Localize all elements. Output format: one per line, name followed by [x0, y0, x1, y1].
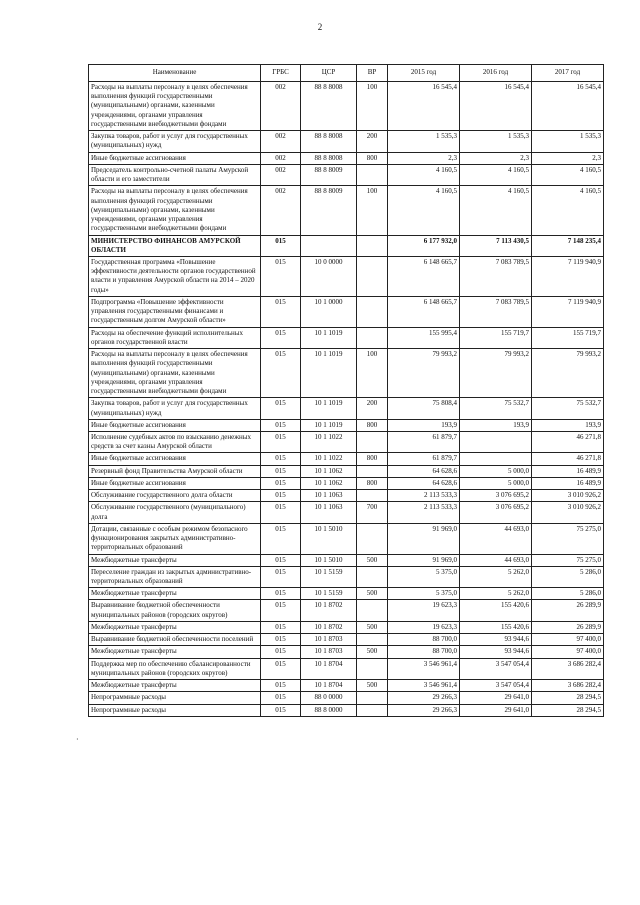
cell-grbs: 015	[261, 465, 301, 477]
cell-name: Иные бюджетные ассигнования	[89, 453, 261, 465]
cell-vr	[357, 164, 388, 185]
cell-grbs: 015	[261, 588, 301, 600]
cell-vr	[357, 692, 388, 704]
table-row	[89, 692, 604, 704]
cell-2016: 5 262,0	[460, 566, 532, 587]
cell-grbs: 015	[261, 554, 301, 566]
cell-grbs: 015	[261, 634, 301, 646]
cell-grbs: 015	[261, 646, 301, 658]
cell-name: Выравнивание бюджетной обеспеченности муниципальных районов (городских округов)	[89, 600, 261, 621]
cell-csr: 10 1 1019	[301, 398, 357, 419]
cell-name: Межбюджетные трансферты	[89, 646, 261, 658]
cell-2016: 5 262,0	[460, 588, 532, 600]
cell-2015: 2 113 533,3	[388, 502, 460, 523]
cell-2017: 97 400,0	[532, 646, 604, 658]
cell-name: Межбюджетные трансферты	[89, 621, 261, 633]
cell-grbs: 015	[261, 477, 301, 489]
cell-csr: 10 1 1022	[301, 431, 357, 452]
cell-name: Выравнивание бюджетной обеспеченности поселений	[89, 634, 261, 646]
cell-2016: 3 076 695,2	[460, 490, 532, 502]
table-row	[89, 588, 604, 600]
cell-name: Исполнение судебных актов по взысканию денежных средств за счет казны Амурской области	[89, 431, 261, 452]
cell-grbs: 002	[261, 164, 301, 185]
cell-csr: 10 1 5010	[301, 523, 357, 554]
cell-2017: 75 275,0	[532, 523, 604, 554]
cell-vr: 100	[357, 82, 388, 131]
cell-2015: 29 266,3	[388, 704, 460, 716]
cell-2016: 155 420,6	[460, 621, 532, 633]
cell-2015: 75 808,4	[388, 398, 460, 419]
cell-vr	[357, 256, 388, 296]
header-name: Наименование	[89, 65, 261, 82]
cell-2016	[460, 431, 532, 452]
cell-2015: 6 148 665,7	[388, 256, 460, 296]
cell-csr: 10 1 8704	[301, 680, 357, 692]
table-row	[89, 621, 604, 633]
margin-mark: ·	[76, 735, 79, 744]
cell-csr: 10 1 5159	[301, 566, 357, 587]
table-row	[89, 704, 604, 716]
cell-csr: 10 0 0000	[301, 256, 357, 296]
cell-vr: 800	[357, 453, 388, 465]
cell-grbs: 015	[261, 502, 301, 523]
cell-2015: 19 623,3	[388, 621, 460, 633]
cell-2016: 3 076 695,2	[460, 502, 532, 523]
table-body	[89, 82, 604, 717]
cell-2016: 7 083 789,5	[460, 296, 532, 327]
cell-name: Иные бюджетные ассигнования	[89, 419, 261, 431]
cell-2017: 4 160,5	[532, 186, 604, 235]
cell-vr	[357, 327, 388, 348]
cell-csr: 10 1 1019	[301, 327, 357, 348]
cell-2017: 75 532,7	[532, 398, 604, 419]
cell-name: Расходы на выплаты персоналу в целях обеспечения выполнения функций государственными (муниципальными) органами, казенными учреждениями, органами управления государственными внебюджетными фондами	[89, 186, 261, 235]
cell-2016: 5 000,0	[460, 465, 532, 477]
cell-2016: 93 944,6	[460, 634, 532, 646]
cell-2016: 7 113 430,5	[460, 235, 532, 256]
header-2016: 2016 год	[460, 65, 532, 82]
cell-2017: 7 119 940,9	[532, 256, 604, 296]
cell-2017: 5 286,0	[532, 566, 604, 587]
cell-2015: 61 879,7	[388, 453, 460, 465]
cell-vr: 500	[357, 588, 388, 600]
cell-csr: 10 1 0000	[301, 296, 357, 327]
cell-vr: 100	[357, 186, 388, 235]
table-row	[89, 634, 604, 646]
cell-2017: 7 119 940,9	[532, 296, 604, 327]
cell-name: Переселение граждан из закрытых административно-территориальных образований	[89, 566, 261, 587]
cell-2016: 7 083 789,5	[460, 256, 532, 296]
cell-2017: 193,9	[532, 419, 604, 431]
cell-csr: 10 1 8703	[301, 646, 357, 658]
cell-csr: 88 8 8008	[301, 152, 357, 164]
cell-csr: 10 1 8703	[301, 634, 357, 646]
cell-2016: 2,3	[460, 152, 532, 164]
cell-2015: 79 993,2	[388, 349, 460, 398]
cell-2017: 3 686 282,4	[532, 658, 604, 679]
table-row	[89, 566, 604, 587]
cell-vr	[357, 465, 388, 477]
header-csr: ЦСР	[301, 65, 357, 82]
cell-csr: 88 8 8008	[301, 131, 357, 152]
header-2017: 2017 год	[532, 65, 604, 82]
cell-grbs: 015	[261, 256, 301, 296]
table-row	[89, 477, 604, 489]
cell-grbs: 015	[261, 658, 301, 679]
cell-csr: 10 1 8702	[301, 621, 357, 633]
cell-grbs: 015	[261, 327, 301, 348]
cell-2016: 75 532,7	[460, 398, 532, 419]
cell-grbs: 015	[261, 235, 301, 256]
table-row	[89, 327, 604, 348]
cell-2016: 29 641,0	[460, 704, 532, 716]
cell-vr: 500	[357, 554, 388, 566]
cell-2016: 193,9	[460, 419, 532, 431]
cell-grbs: 015	[261, 566, 301, 587]
cell-2015: 2 113 533,3	[388, 490, 460, 502]
cell-2015: 91 969,0	[388, 554, 460, 566]
table-row	[89, 502, 604, 523]
cell-name: Иные бюджетные ассигнования	[89, 152, 261, 164]
cell-vr: 500	[357, 680, 388, 692]
cell-2016: 4 160,5	[460, 186, 532, 235]
cell-2015: 61 879,7	[388, 431, 460, 452]
table-row	[89, 349, 604, 398]
cell-2015: 1 535,3	[388, 131, 460, 152]
cell-grbs: 015	[261, 600, 301, 621]
table-row	[89, 680, 604, 692]
cell-2017: 2,3	[532, 152, 604, 164]
cell-csr: 88 8 8009	[301, 164, 357, 185]
cell-csr: 10 1 5159	[301, 588, 357, 600]
cell-name: Обслуживание государственного (муниципального) долга	[89, 502, 261, 523]
header-2015: 2015 год	[388, 65, 460, 82]
cell-2017: 3 686 282,4	[532, 680, 604, 692]
cell-name: Обслуживание государственного долга области	[89, 490, 261, 502]
table-row	[89, 152, 604, 164]
cell-vr: 800	[357, 152, 388, 164]
cell-grbs: 015	[261, 692, 301, 704]
cell-csr: 10 1 1019	[301, 419, 357, 431]
cell-csr: 10 1 5010	[301, 554, 357, 566]
cell-2016: 44 693,0	[460, 523, 532, 554]
cell-vr	[357, 566, 388, 587]
cell-csr: 10 1 1062	[301, 477, 357, 489]
table-row	[89, 398, 604, 419]
cell-2015: 64 628,6	[388, 465, 460, 477]
cell-2016: 1 535,3	[460, 131, 532, 152]
budget-table	[88, 64, 604, 717]
cell-name: Межбюджетные трансферты	[89, 588, 261, 600]
cell-2017: 3 010 926,2	[532, 502, 604, 523]
table-row	[89, 82, 604, 131]
cell-grbs: 002	[261, 152, 301, 164]
cell-2016	[460, 453, 532, 465]
cell-name: Расходы на выплаты персоналу в целях обеспечения выполнения функций государственными (муниципальными) органами, казенными учреждениями, органами управления государственными внебюджетными фондами	[89, 349, 261, 398]
cell-vr	[357, 704, 388, 716]
cell-2016: 155 719,7	[460, 327, 532, 348]
header-grbs: ГРБС	[261, 65, 301, 82]
cell-2015: 16 545,4	[388, 82, 460, 131]
cell-2016: 3 547 054,4	[460, 658, 532, 679]
cell-name: Государственная программа «Повышение эффективности деятельности органов государственной власти и управления Амурской области на 2014 – 2020 годы»	[89, 256, 261, 296]
cell-name: Иные бюджетные ассигнования	[89, 477, 261, 489]
cell-name: Председатель контрольно-счетной палаты Амурской области и его заместители	[89, 164, 261, 185]
cell-vr	[357, 658, 388, 679]
table-row	[89, 490, 604, 502]
cell-2015: 29 266,3	[388, 692, 460, 704]
table-row	[89, 419, 604, 431]
cell-grbs: 015	[261, 419, 301, 431]
cell-2017: 16 545,4	[532, 82, 604, 131]
cell-name: Межбюджетные трансферты	[89, 554, 261, 566]
table-row	[89, 658, 604, 679]
cell-name: Закупка товаров, работ и услуг для государственных (муниципальных) нужд	[89, 131, 261, 152]
cell-csr: 10 1 1019	[301, 349, 357, 398]
cell-2016: 93 944,6	[460, 646, 532, 658]
cell-2015: 6 148 665,7	[388, 296, 460, 327]
cell-2017: 26 289,9	[532, 621, 604, 633]
cell-2016: 4 160,5	[460, 164, 532, 185]
cell-name: Закупка товаров, работ и услуг для государственных (муниципальных) нужд	[89, 398, 261, 419]
cell-name: Резервный фонд Правительства Амурской области	[89, 465, 261, 477]
cell-grbs: 015	[261, 490, 301, 502]
table-row	[89, 186, 604, 235]
cell-2015: 64 628,6	[388, 477, 460, 489]
cell-csr: 10 1 1022	[301, 453, 357, 465]
cell-2015: 6 177 932,0	[388, 235, 460, 256]
cell-grbs: 015	[261, 398, 301, 419]
cell-2017: 28 294,5	[532, 704, 604, 716]
cell-2017: 16 489,9	[532, 477, 604, 489]
cell-2017: 46 271,8	[532, 431, 604, 452]
cell-grbs: 015	[261, 431, 301, 452]
cell-grbs: 002	[261, 131, 301, 152]
cell-2017: 75 275,0	[532, 554, 604, 566]
cell-csr: 10 1 1063	[301, 490, 357, 502]
cell-csr: 10 1 8704	[301, 658, 357, 679]
cell-grbs: 015	[261, 621, 301, 633]
cell-vr: 100	[357, 349, 388, 398]
cell-vr: 500	[357, 646, 388, 658]
cell-name: Подпрограмма «Повышение эффективности управления государственными финансами и государственным долгом Амурской области»	[89, 296, 261, 327]
cell-vr	[357, 431, 388, 452]
table-row	[89, 431, 604, 452]
cell-2015: 193,9	[388, 419, 460, 431]
cell-2017: 26 289,9	[532, 600, 604, 621]
cell-vr	[357, 523, 388, 554]
cell-vr	[357, 296, 388, 327]
table-row	[89, 523, 604, 554]
cell-name: Расходы на выплаты персоналу в целях обеспечения выполнения функций государственными (муниципальными) органами, казенными учреждениями, органами управления государственными внебюджетными фондами	[89, 82, 261, 131]
table-row	[89, 256, 604, 296]
cell-2016: 44 693,0	[460, 554, 532, 566]
cell-2017: 155 719,7	[532, 327, 604, 348]
cell-2016: 29 641,0	[460, 692, 532, 704]
cell-2015: 2,3	[388, 152, 460, 164]
cell-vr: 200	[357, 398, 388, 419]
cell-2016: 5 000,0	[460, 477, 532, 489]
cell-vr: 500	[357, 621, 388, 633]
cell-2017: 16 489,9	[532, 465, 604, 477]
cell-2015: 4 160,5	[388, 164, 460, 185]
cell-2015: 4 160,5	[388, 186, 460, 235]
cell-2015: 5 375,0	[388, 566, 460, 587]
cell-name: Непрограммные расходы	[89, 704, 261, 716]
cell-2015: 88 700,0	[388, 634, 460, 646]
cell-grbs: 015	[261, 680, 301, 692]
cell-grbs: 015	[261, 349, 301, 398]
cell-2017: 1 535,3	[532, 131, 604, 152]
cell-name: Расходы на обеспечение функций исполнительных органов государственной власти	[89, 327, 261, 348]
cell-2017: 79 993,2	[532, 349, 604, 398]
cell-grbs: 015	[261, 523, 301, 554]
cell-grbs: 015	[261, 453, 301, 465]
cell-vr	[357, 490, 388, 502]
table-row	[89, 600, 604, 621]
cell-grbs: 002	[261, 186, 301, 235]
cell-2017: 46 271,8	[532, 453, 604, 465]
cell-grbs: 015	[261, 296, 301, 327]
cell-vr	[357, 600, 388, 621]
table-row	[89, 554, 604, 566]
cell-csr: 88 0 0000	[301, 692, 357, 704]
cell-name: Межбюджетные трансферты	[89, 680, 261, 692]
cell-csr	[301, 235, 357, 256]
cell-2017: 3 010 926,2	[532, 490, 604, 502]
table-row	[89, 164, 604, 185]
cell-2016: 16 545,4	[460, 82, 532, 131]
cell-2016: 155 420,6	[460, 600, 532, 621]
cell-2017: 97 400,0	[532, 634, 604, 646]
cell-vr: 200	[357, 131, 388, 152]
cell-2017: 7 148 235,4	[532, 235, 604, 256]
cell-2016: 3 547 054,4	[460, 680, 532, 692]
table-row	[89, 453, 604, 465]
cell-csr: 10 1 8702	[301, 600, 357, 621]
table-row	[89, 235, 604, 256]
cell-vr: 800	[357, 419, 388, 431]
cell-2016: 79 993,2	[460, 349, 532, 398]
cell-2015: 5 375,0	[388, 588, 460, 600]
cell-csr: 10 1 1063	[301, 502, 357, 523]
cell-2017: 28 294,5	[532, 692, 604, 704]
cell-csr: 88 8 8009	[301, 186, 357, 235]
cell-2015: 155 995,4	[388, 327, 460, 348]
table-row	[89, 646, 604, 658]
cell-2015: 88 700,0	[388, 646, 460, 658]
cell-vr: 700	[357, 502, 388, 523]
cell-2015: 3 546 961,4	[388, 658, 460, 679]
cell-2017: 5 286,0	[532, 588, 604, 600]
cell-vr: 800	[357, 477, 388, 489]
page-number: 2	[317, 22, 323, 32]
cell-name: Поддержка мер по обеспечению сбалансированности муниципальных районов (городских округов)	[89, 658, 261, 679]
cell-vr	[357, 634, 388, 646]
cell-name: Непрограммные расходы	[89, 692, 261, 704]
cell-2015: 91 969,0	[388, 523, 460, 554]
cell-name: МИНИСТЕРСТВО ФИНАНСОВ АМУРСКОЙ ОБЛАСТИ	[89, 235, 261, 256]
cell-2015: 19 623,3	[388, 600, 460, 621]
header-vr: ВР	[357, 65, 388, 82]
cell-2015: 3 546 961,4	[388, 680, 460, 692]
cell-2017: 4 160,5	[532, 164, 604, 185]
table-header-row	[89, 65, 604, 82]
cell-csr: 10 1 1062	[301, 465, 357, 477]
cell-name: Дотации, связанные с особым режимом безопасного функционирования закрытых административно-территориальных образований	[89, 523, 261, 554]
table-row	[89, 131, 604, 152]
cell-grbs: 002	[261, 82, 301, 131]
cell-grbs: 015	[261, 704, 301, 716]
table-row	[89, 465, 604, 477]
cell-csr: 88 8 8008	[301, 82, 357, 131]
cell-vr	[357, 235, 388, 256]
table-row	[89, 296, 604, 327]
cell-csr: 88 8 0000	[301, 704, 357, 716]
